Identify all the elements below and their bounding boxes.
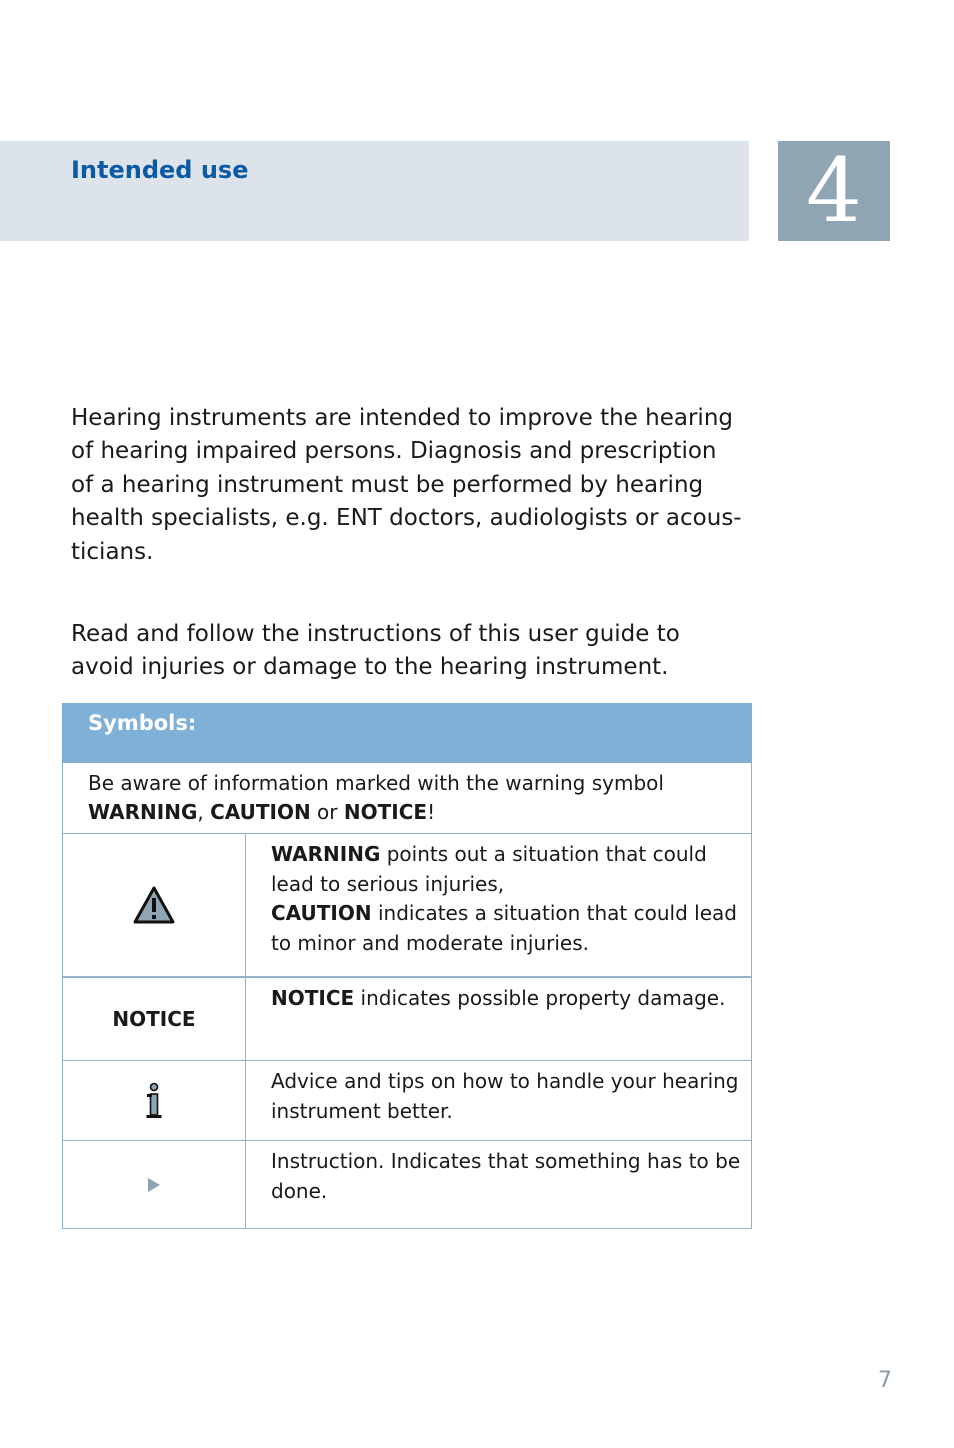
- paragraph-line: avoid injuries or damage to the hearing instrument.: [71, 654, 669, 681]
- info-icon: [145, 1082, 163, 1120]
- section-title: Intended use: [71, 156, 249, 184]
- paragraph-line: ticians.: [71, 538, 154, 565]
- symbol-cell: [63, 1141, 246, 1229]
- paragraph-line: of hearing impaired persons. Diagnosis and prescription: [71, 438, 717, 465]
- notice-term: NOTICE: [271, 986, 355, 1010]
- table-row: [63, 977, 752, 1061]
- paragraph-line: of a hearing instrument must be performed by hearing: [71, 471, 704, 498]
- play-triangle-icon: [147, 1177, 161, 1193]
- paragraph-line: Hearing instruments are intended to improve the hearing: [71, 405, 733, 431]
- description-cell: Instruction. Indicates that something has to be done.: [246, 1141, 752, 1229]
- warning-term: WARNING: [271, 842, 381, 866]
- table-row: [63, 834, 752, 978]
- symbols-heading: Symbols:: [63, 704, 752, 763]
- notice-description: indicates possible property damage.: [354, 986, 726, 1010]
- symbols-intro: [63, 763, 752, 834]
- warning-triangle-icon: [132, 885, 176, 925]
- table-row: [63, 1061, 752, 1141]
- intro-exclamation: !: [427, 800, 436, 824]
- intro-text: Be aware of information marked with the warning symbol: [88, 771, 664, 795]
- chapter-number-box: 4: [778, 141, 890, 241]
- intro-comma: ,: [197, 800, 211, 824]
- symbol-cell: [63, 1061, 246, 1141]
- symbol-cell: [63, 977, 246, 1061]
- intro-warning-term: WARNING: [88, 800, 198, 824]
- table-row: [63, 1141, 752, 1229]
- caution-description: indicates a situation that could lead to minor and moderate injuries.: [271, 901, 737, 955]
- symbols-table-header-row: [63, 704, 752, 763]
- read-instructions-paragraph: [71, 618, 751, 685]
- intro-or: or: [310, 800, 344, 824]
- description-cell: [246, 977, 752, 1061]
- symbols-table: [62, 703, 752, 1229]
- paragraph-line: health specialists, e.g. ENT doctors, audiologists or acous-: [71, 505, 742, 532]
- symbols-intro-row: [63, 763, 752, 834]
- paragraph-line: Read and follow the instructions of this user guide to: [71, 621, 680, 647]
- notice-label: NOTICE: [112, 1007, 196, 1031]
- symbol-cell: [63, 834, 246, 978]
- description-cell: Advice and tips on how to handle your hearing instrument better.: [246, 1061, 752, 1141]
- page-number: 7: [878, 1368, 892, 1393]
- warning-description: points out a situation that could lead to serious injuries,: [271, 842, 707, 896]
- intended-use-paragraph: [71, 402, 751, 569]
- intro-notice-term: NOTICE: [343, 800, 428, 824]
- description-cell: [246, 834, 752, 978]
- intro-caution-term: CAUTION: [210, 800, 311, 824]
- caution-term: CAUTION: [271, 901, 372, 925]
